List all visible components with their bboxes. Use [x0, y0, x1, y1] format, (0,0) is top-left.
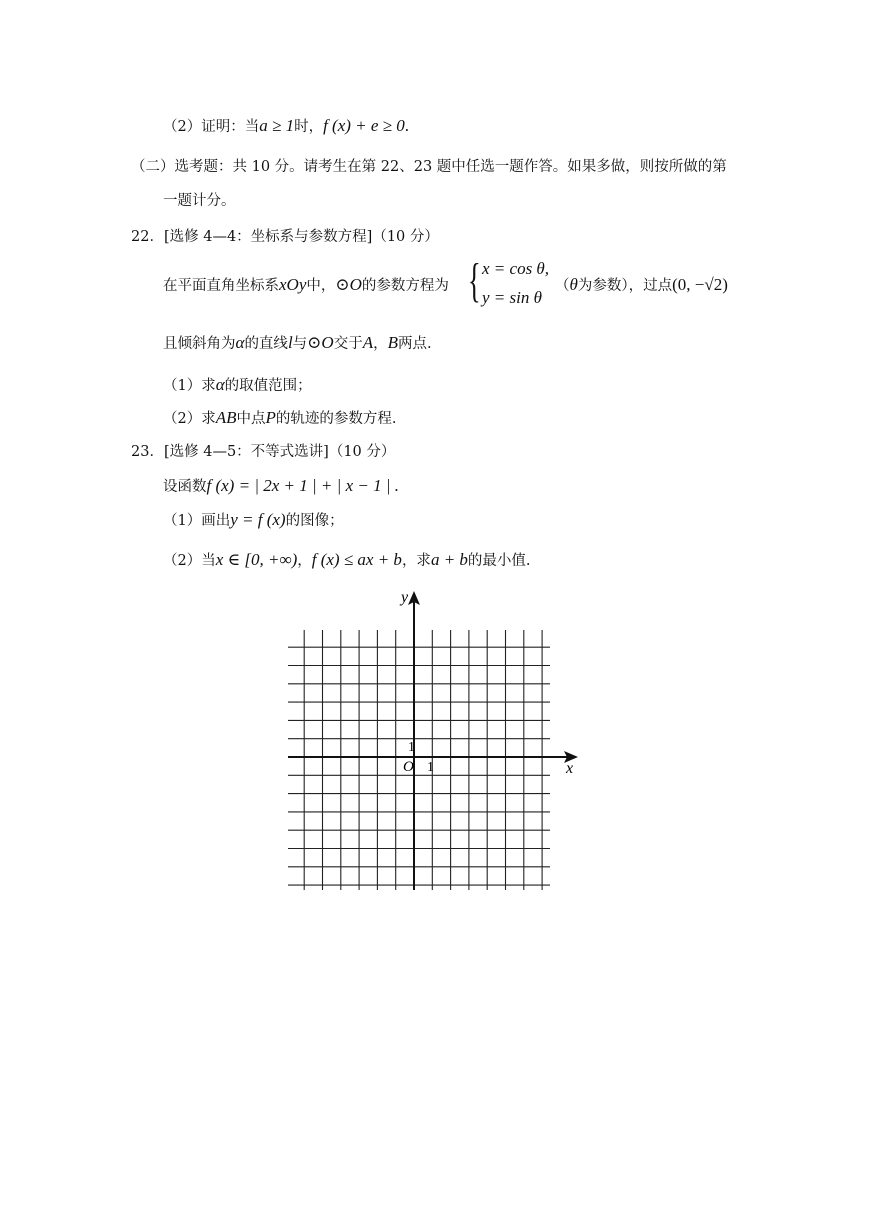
- q22-p2-ab: AB: [215, 408, 237, 427]
- grid-lines: [288, 630, 550, 890]
- q23-definition: [163, 476, 399, 497]
- q23-def-a: 设函数: [163, 479, 207, 495]
- q23-p2-sum: a + b: [430, 550, 468, 569]
- q22-part1: [163, 375, 312, 396]
- q22-p2-b: 中点: [236, 411, 266, 427]
- q23-p2-c: ，求: [401, 553, 431, 569]
- y-axis-label: y: [401, 589, 409, 606]
- q22-intro-a: 在平面直角坐标系: [163, 278, 279, 294]
- q23-part2: [163, 550, 531, 571]
- section2-line2: 一题计分。: [163, 193, 236, 209]
- q22-line2-a: 且倾斜角为: [163, 336, 236, 352]
- q21-end: .: [404, 116, 410, 135]
- q23-p2-d: 的最小值.: [467, 553, 531, 569]
- q21-a-condition: a ≥ 1: [259, 116, 295, 135]
- q22-eq1-text: x = cos θ,: [482, 259, 550, 278]
- q21-mid: 时，: [294, 119, 324, 135]
- q23-p1-b: 的图像；: [285, 513, 344, 529]
- q23-part1: [163, 510, 344, 531]
- q23-p2-ineq: f (x) ≤ ax + b: [311, 550, 402, 569]
- y-tick-1: 1: [408, 740, 415, 755]
- q23-p2-domain: x ∈ [0, +∞): [215, 550, 298, 569]
- q22-circle-o2: ⊙O: [307, 333, 334, 352]
- origin-label: O: [403, 759, 414, 775]
- q22-p2-a: （2）求: [163, 411, 216, 427]
- q22-xoy: xOy: [279, 275, 307, 294]
- q22-circle-o: ⊙O: [335, 275, 362, 294]
- q22-intro-left: [163, 275, 449, 296]
- x-axis-label: x: [566, 760, 574, 777]
- q22-param-open: （: [555, 278, 570, 294]
- q22-alpha: α: [235, 333, 245, 352]
- q22-intro-right: [555, 275, 728, 296]
- q23-p2-a: （2）当: [163, 553, 216, 569]
- q21-inequality: f (x) + e ≥ 0: [323, 116, 405, 135]
- q22-p1-alpha: α: [215, 375, 225, 394]
- q21-part2: [163, 116, 409, 137]
- section2-line1: （二）选考题：共 10 分。请考生在第 22、23 题中任选一题作答。如果多做，则按所做的第: [131, 159, 727, 175]
- q22-p1-a: （1）求: [163, 378, 216, 394]
- q22-intro-c: 的参数方程为: [361, 278, 449, 294]
- q22-p1-b: 的取值范围；: [224, 378, 312, 394]
- left-brace: {: [468, 254, 481, 307]
- q23-header: 23．[选修 4—5：不等式选讲]（10 分）: [131, 444, 396, 460]
- coordinate-grid: [280, 585, 590, 895]
- x-tick-1: 1: [427, 760, 434, 775]
- q22-line2-e: 两点.: [397, 336, 432, 352]
- q23-def-f: f (x) = | 2x + 1 | + | x − 1 | .: [206, 476, 400, 495]
- q22-l: l: [287, 333, 293, 352]
- q22-point: (0, −√2): [672, 275, 728, 294]
- q23-p2-b: ，: [297, 553, 312, 569]
- q22-part2: [163, 408, 397, 429]
- q22-point-b: B: [387, 333, 398, 352]
- q21-part2-label: （2）证明：当: [163, 119, 260, 135]
- q23-p1-a: （1）画出: [163, 513, 231, 529]
- q22-theta: θ: [569, 275, 578, 294]
- q22-eq2-text: y = sin θ: [482, 288, 542, 307]
- q22-intro-b: 中，: [306, 278, 336, 294]
- q22-eq2: [482, 288, 542, 308]
- q22-p2-c: 的轨迹的参数方程.: [275, 411, 397, 427]
- q22-line2-b: 的直线: [244, 336, 288, 352]
- q22-header: 22．[选修 4—4：坐标系与参数方程]（10 分）: [131, 229, 439, 245]
- q22-comma: ，: [373, 336, 388, 352]
- q22-point-a: A: [362, 333, 374, 352]
- q22-line2: [163, 333, 432, 354]
- q22-line2-c: 与: [292, 336, 308, 352]
- q23-p1-eq: y = f (x): [230, 510, 286, 529]
- q22-param-close: 为参数），过点: [577, 278, 673, 294]
- q22-p2-p: P: [265, 408, 276, 427]
- q22-line2-d: 交于: [333, 336, 363, 352]
- q22-eq1: [482, 259, 549, 279]
